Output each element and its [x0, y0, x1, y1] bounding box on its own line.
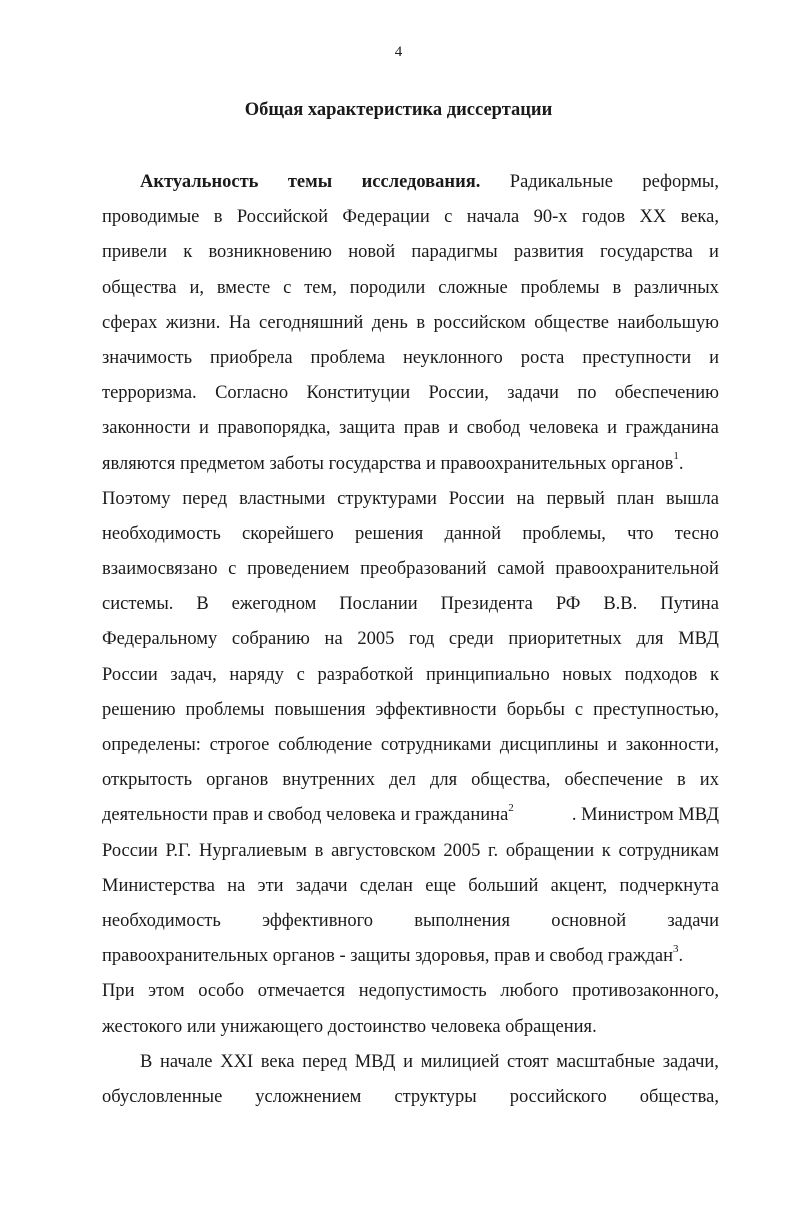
- word: РФ: [555, 594, 581, 615]
- word: тесно: [674, 523, 719, 544]
- word: в: [213, 207, 223, 228]
- body-text: [102, 165, 719, 1115]
- word: государства: [600, 242, 693, 263]
- word: вместе: [216, 277, 271, 298]
- word: дел: [389, 770, 416, 791]
- line-text: являются предметом заботы государства и правоохранительных органов: [102, 453, 674, 474]
- word: сложные: [438, 277, 508, 298]
- word: перед: [302, 1051, 347, 1072]
- word: с: [444, 207, 453, 228]
- word: привели: [102, 242, 168, 263]
- word: структурами: [337, 488, 437, 509]
- word: данной: [444, 523, 502, 544]
- word: для: [636, 629, 664, 650]
- word: различных: [634, 277, 719, 298]
- word: самой: [497, 559, 545, 580]
- word: решения: [355, 523, 424, 544]
- line-content: [102, 450, 684, 474]
- text-line: [102, 271, 719, 306]
- word: тем,: [304, 277, 337, 298]
- word: внутренних: [282, 770, 375, 791]
- word: сферах: [102, 312, 158, 333]
- word: необходимость: [102, 910, 221, 931]
- word: органов: [206, 770, 269, 791]
- word: подходов: [624, 664, 698, 685]
- word: стоят: [507, 1051, 549, 1072]
- word: скорейшего: [242, 523, 334, 544]
- word: российском: [433, 312, 526, 333]
- text-line: [102, 165, 719, 200]
- word: темы: [287, 172, 333, 192]
- word: обращении: [505, 840, 595, 861]
- text-line: [102, 517, 719, 552]
- text-line: [102, 904, 719, 939]
- word: усложнением: [255, 1086, 362, 1107]
- word: собранию: [231, 629, 310, 650]
- word: разработкой: [317, 664, 414, 685]
- word: законности,: [625, 735, 719, 755]
- word: акцент,: [550, 875, 608, 896]
- line-content: [102, 1017, 597, 1037]
- word: любого: [500, 981, 559, 1002]
- word: эффективности: [375, 699, 497, 720]
- line-tail: .: [678, 453, 684, 474]
- text-line: [102, 376, 719, 411]
- word: развития: [513, 242, 584, 263]
- word: решению: [102, 699, 176, 720]
- word: ежегодном: [231, 594, 317, 615]
- word: Нургалиевым: [198, 840, 307, 861]
- text-line: [102, 834, 719, 869]
- word: века,: [680, 207, 719, 228]
- word: сотрудниками: [380, 735, 492, 755]
- word: В: [196, 594, 209, 615]
- word: с: [228, 559, 237, 580]
- word: властными: [239, 488, 326, 509]
- word: задач,: [170, 664, 217, 685]
- word: и: [709, 347, 719, 368]
- word: повышения: [274, 699, 366, 720]
- word: Министерства: [102, 875, 215, 896]
- word: парадигмы: [411, 242, 498, 263]
- word: Президента: [440, 594, 533, 615]
- word: МВД: [354, 1051, 396, 1072]
- word: начала: [466, 207, 520, 228]
- word: проблемы: [520, 277, 600, 298]
- word: в: [612, 277, 622, 298]
- text-line: [102, 552, 719, 587]
- word: преступности: [582, 347, 692, 368]
- word: отмечается: [257, 981, 346, 1002]
- text-line: [102, 1080, 719, 1115]
- word: этом: [148, 981, 185, 1002]
- word: и: [448, 418, 459, 439]
- word: структуры: [394, 1086, 477, 1107]
- word: принципиально: [426, 664, 550, 685]
- word: день: [371, 312, 408, 333]
- word: Федеральному: [102, 629, 218, 650]
- text-line: [102, 235, 719, 270]
- word: преступностью,: [593, 699, 719, 720]
- text-line: [102, 974, 719, 1009]
- word: XX: [639, 207, 667, 228]
- text-line: [102, 482, 719, 517]
- word: сегодняшний: [259, 312, 364, 333]
- word: проводимые: [102, 207, 200, 228]
- word: При: [102, 981, 135, 1002]
- word: в: [416, 312, 426, 333]
- word: Радикальные: [509, 172, 613, 192]
- word: выполнения: [414, 910, 510, 931]
- line-tail: . Министром МВД: [571, 805, 719, 826]
- word: вышла: [666, 488, 719, 509]
- word: исследования.: [361, 172, 481, 192]
- text-line: [102, 693, 719, 728]
- word: подчеркнута: [619, 875, 719, 896]
- text-line: [102, 1010, 719, 1045]
- text-line: [102, 798, 719, 833]
- page-title: Общая характеристика диссертации: [244, 100, 553, 120]
- word: необходимость: [102, 523, 221, 544]
- word: открытость: [102, 770, 193, 791]
- word: план: [616, 488, 655, 509]
- word: задачи: [667, 910, 719, 931]
- word: эти: [257, 875, 284, 896]
- word: противозаконного,: [572, 981, 719, 1002]
- word: среди: [448, 629, 494, 650]
- word: обеспечению: [614, 383, 719, 404]
- word: человека: [528, 418, 599, 439]
- word: породили: [349, 277, 426, 298]
- word: России: [102, 840, 158, 861]
- page-number: 4: [394, 44, 403, 60]
- word: задачи: [295, 875, 348, 896]
- footnote-marker: 2: [508, 802, 514, 815]
- text-line: [102, 763, 719, 798]
- line-tail: .: [678, 946, 684, 967]
- word: и: [403, 1051, 413, 1072]
- word: МВД: [678, 629, 719, 650]
- word: строгое: [209, 735, 270, 755]
- word: системы.: [102, 594, 174, 615]
- word: г.: [488, 840, 499, 861]
- word: задачи,: [662, 1051, 719, 1072]
- word: в: [314, 840, 324, 861]
- word: проведением: [247, 559, 350, 580]
- word: с: [296, 664, 305, 685]
- word: века: [260, 1051, 295, 1072]
- text-line: [102, 306, 719, 341]
- footnote-marker: 3: [673, 942, 679, 955]
- word: в: [676, 770, 686, 791]
- word: общества,: [639, 1086, 719, 1107]
- word: российского: [509, 1086, 607, 1107]
- word: первый: [546, 488, 605, 509]
- word: значимость: [102, 347, 193, 368]
- word: жизни.: [165, 312, 221, 333]
- word: 90-х: [533, 207, 568, 228]
- word: сделан: [359, 875, 413, 896]
- word: В: [140, 1051, 153, 1072]
- word: 2005: [443, 840, 481, 861]
- word: Актуальность: [140, 172, 259, 192]
- word: Р.Г.: [165, 840, 192, 861]
- line-text: правоохранительных органов - защиты здоровья, прав и свобод граждан: [102, 946, 673, 967]
- word: начале: [160, 1051, 213, 1072]
- word: Российской: [236, 207, 329, 228]
- text-line: [102, 869, 719, 904]
- text-line: [102, 200, 719, 235]
- word: сотрудникам: [618, 840, 719, 861]
- word: обусловленные: [102, 1086, 223, 1107]
- word: с: [283, 277, 292, 298]
- word: взаимосвязано: [102, 559, 218, 580]
- word: соблюдение: [278, 735, 373, 755]
- word: годов: [581, 207, 626, 228]
- text-line: [102, 447, 719, 482]
- word: неуклонного: [402, 347, 503, 368]
- text-line: [102, 622, 719, 657]
- word: Послании: [339, 594, 418, 615]
- word: защита: [339, 418, 396, 439]
- word: основной: [551, 910, 627, 931]
- word: обществе: [534, 312, 609, 333]
- word: на: [516, 488, 535, 509]
- word: обеспечение: [564, 770, 663, 791]
- word: Путина: [660, 594, 719, 615]
- word: общества,: [471, 770, 551, 791]
- word: определены:: [102, 735, 201, 755]
- word: XXI: [220, 1051, 254, 1072]
- text-line: [102, 587, 719, 622]
- word: к: [601, 840, 611, 861]
- word: на: [324, 629, 343, 650]
- word: России,: [428, 383, 489, 404]
- word: и: [607, 418, 618, 439]
- word: проблемы,: [522, 523, 606, 544]
- word: и: [199, 418, 209, 439]
- word: новых: [562, 664, 612, 685]
- word: к: [183, 242, 193, 263]
- word: с: [574, 699, 584, 720]
- word: что: [627, 523, 654, 544]
- word: Конституции: [306, 383, 411, 404]
- word: борьбы: [506, 699, 565, 720]
- word: недопустимость: [358, 981, 487, 1002]
- word: России: [448, 488, 505, 509]
- word: приобрела: [209, 347, 293, 368]
- word: особо: [198, 981, 245, 1002]
- word: наряду: [229, 664, 284, 685]
- word: терроризма.: [102, 383, 197, 404]
- text-line: [102, 1045, 719, 1080]
- word: по: [577, 383, 597, 404]
- word: эффективного: [262, 910, 373, 931]
- word: к: [709, 664, 719, 685]
- word: августовском: [331, 840, 436, 861]
- word: милицией: [420, 1051, 500, 1072]
- word: правопорядка,: [217, 418, 331, 439]
- word: В.В.: [603, 594, 638, 615]
- word: задачи: [507, 383, 559, 404]
- footnote-marker: 1: [673, 450, 679, 463]
- line-text: деятельности прав и свобод человека и гражданина: [102, 805, 509, 826]
- word: Федерации: [342, 207, 430, 228]
- word: 2005: [357, 629, 395, 650]
- word: перед: [182, 488, 228, 509]
- word: и: [607, 735, 618, 755]
- word: приоритетных: [508, 629, 622, 650]
- word: законности: [102, 418, 191, 439]
- word: гражданина: [625, 418, 719, 439]
- text-line: [102, 939, 719, 974]
- word: год: [408, 629, 435, 650]
- word: проблема: [310, 347, 386, 368]
- word: преобразований: [360, 559, 487, 580]
- word: России: [102, 664, 158, 685]
- word: правоохранительной: [555, 559, 719, 580]
- word: и,: [189, 277, 204, 298]
- word: возникновению: [208, 242, 333, 263]
- text-line: [102, 341, 719, 376]
- word: роста: [520, 347, 565, 368]
- word: для: [429, 770, 458, 791]
- word: и: [709, 242, 719, 263]
- word: свобод: [466, 418, 521, 439]
- word: реформы,: [642, 172, 719, 192]
- word: Поэтому: [102, 488, 171, 509]
- word: новой: [348, 242, 396, 263]
- word: наибольшую: [617, 312, 719, 333]
- word: их: [699, 770, 719, 791]
- word: масштабные: [556, 1051, 655, 1072]
- word: еще: [425, 875, 456, 896]
- word: На: [228, 312, 251, 333]
- word: на: [227, 875, 246, 896]
- text-line: [102, 411, 719, 446]
- word: больший: [468, 875, 539, 896]
- word: Согласно: [215, 383, 289, 404]
- line-text: жестокого или унижающего достоинство человека обращения.: [102, 1016, 597, 1037]
- word: прав: [403, 418, 440, 439]
- word: общества: [102, 277, 177, 298]
- text-line: [102, 728, 719, 763]
- word: дисциплины: [499, 735, 599, 755]
- word: проблемы: [185, 699, 265, 720]
- line-content: [102, 942, 684, 967]
- line-content: [102, 798, 514, 833]
- text-line: [102, 658, 719, 693]
